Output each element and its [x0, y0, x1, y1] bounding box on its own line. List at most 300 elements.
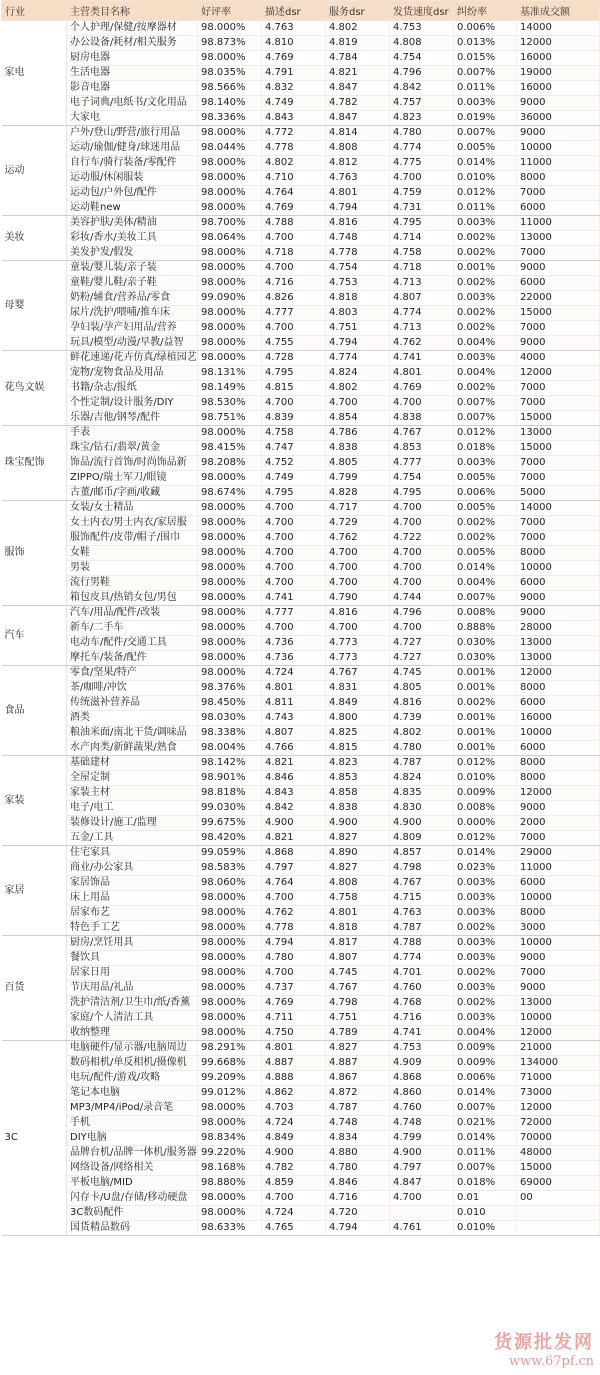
desc-dsr-cell: 4.755	[262, 336, 326, 351]
category-cell: 运动鞋new	[67, 201, 198, 216]
category-cell: 个性定制/设计服务/DIY	[67, 396, 198, 411]
desc-dsr-cell: 4.703	[262, 1101, 326, 1116]
base-turnover-cell: 7000	[517, 246, 600, 261]
service-dsr-cell: 4.823	[326, 756, 390, 771]
service-dsr-cell: 4.780	[326, 1161, 390, 1176]
good-rate-cell: 98.415%	[198, 441, 262, 456]
table-row	[2, 831, 600, 846]
category-cell: 珠宝/钻石/翡翠/黄金	[67, 441, 198, 456]
table-row	[2, 726, 600, 741]
base-turnover-cell: 13000	[517, 651, 600, 666]
base-turnover-cell: 12000	[517, 786, 600, 801]
table-row	[2, 546, 600, 561]
good-rate-cell: 98.131%	[198, 366, 262, 381]
header-industry: 行业	[2, 1, 67, 21]
table-row	[2, 1206, 600, 1221]
service-dsr-cell: 4.790	[326, 591, 390, 606]
service-dsr-cell: 4.763	[326, 171, 390, 186]
table-row	[2, 1011, 600, 1026]
base-turnover-cell: 28000	[517, 621, 600, 636]
base-turnover-cell: 9000	[517, 801, 600, 816]
service-dsr-cell: 4.818	[326, 291, 390, 306]
dispute-rate-cell: 0.007%	[454, 1161, 517, 1176]
desc-dsr-cell: 4.764	[262, 186, 326, 201]
category-cell: 居家日用	[67, 966, 198, 981]
shipping-dsr-cell: 4.715	[390, 891, 454, 906]
service-dsr-cell: 4.802	[326, 381, 390, 396]
base-turnover-cell: 134000	[517, 1056, 600, 1071]
category-cell: 美容护肤/美体/精油	[67, 216, 198, 231]
category-cell: 电脑硬件/显示器/电脑周边	[67, 1041, 198, 1056]
base-turnover-cell: 8000	[517, 681, 600, 696]
shipping-dsr-cell: 4.700	[390, 1191, 454, 1206]
dispute-rate-cell: 0.009%	[454, 1041, 517, 1056]
category-cell: DIY电脑	[67, 1131, 198, 1146]
category-cell: 商业/办公家具	[67, 861, 198, 876]
base-turnover-cell: 7000	[517, 396, 600, 411]
shipping-dsr-cell: 4.700	[390, 546, 454, 561]
industry-cell: 百货	[2, 936, 67, 1041]
service-dsr-cell: 4.700	[326, 546, 390, 561]
dispute-rate-cell: 0.001%	[454, 741, 517, 756]
service-dsr-cell: 4.812	[326, 156, 390, 171]
table-row	[2, 1086, 600, 1101]
good-rate-cell: 98.000%	[198, 1101, 262, 1116]
header-desc-dsr: 描述dsr	[262, 1, 326, 21]
watermark-url: www.67pf.cn	[509, 1354, 594, 1369]
shipping-dsr-cell: 4.763	[390, 906, 454, 921]
dispute-rate-cell: 0.010%	[454, 1221, 517, 1236]
table-row	[2, 1221, 600, 1236]
base-turnover-cell: 36000	[517, 111, 600, 126]
desc-dsr-cell: 4.801	[262, 1041, 326, 1056]
category-cell: 箱包皮具/热销女包/男包	[67, 591, 198, 606]
industry-cell: 汽车	[2, 606, 67, 666]
desc-dsr-cell: 4.749	[262, 471, 326, 486]
base-turnover-cell: 73000	[517, 1086, 600, 1101]
desc-dsr-cell: 4.765	[262, 1221, 326, 1236]
base-turnover-cell: 10000	[517, 1011, 600, 1026]
service-dsr-cell: 4.887	[326, 1056, 390, 1071]
shipping-dsr-cell: 4.909	[390, 1056, 454, 1071]
category-cell: 男装	[67, 561, 198, 576]
good-rate-cell: 98.000%	[198, 351, 262, 366]
shipping-dsr-cell: 4.788	[390, 936, 454, 951]
header-service-dsr: 服务dsr	[326, 1, 390, 21]
dispute-rate-cell: 0.003%	[454, 216, 517, 231]
desc-dsr-cell: 4.788	[262, 216, 326, 231]
base-turnover-cell: 9000	[517, 606, 600, 621]
dispute-rate-cell: 0.002%	[454, 516, 517, 531]
desc-dsr-cell: 4.764	[262, 876, 326, 891]
desc-dsr-cell: 4.859	[262, 1176, 326, 1191]
dispute-rate-cell: 0.014%	[454, 1086, 517, 1101]
good-rate-cell: 98.000%	[198, 156, 262, 171]
desc-dsr-cell: 4.710	[262, 171, 326, 186]
service-dsr-cell: 4.827	[326, 861, 390, 876]
dispute-rate-cell: 0.002%	[454, 321, 517, 336]
table-row	[2, 231, 600, 246]
good-rate-cell: 98.700%	[198, 216, 262, 231]
category-cell: 洗护清洁剂/卫生巾/纸/香薰	[67, 996, 198, 1011]
desc-dsr-cell: 4.868	[262, 846, 326, 861]
industry-cell: 食品	[2, 666, 67, 756]
base-turnover-cell: 14000	[517, 21, 600, 36]
good-rate-cell: 99.209%	[198, 1071, 262, 1086]
category-cell: 女装/女士精品	[67, 501, 198, 516]
category-cell: 酒类	[67, 711, 198, 726]
dispute-rate-cell: 0.003%	[454, 951, 517, 966]
table-row	[2, 156, 600, 171]
good-rate-cell: 98.000%	[198, 21, 262, 36]
table-row	[2, 456, 600, 471]
service-dsr-cell: 4.767	[326, 981, 390, 996]
table-row	[2, 501, 600, 516]
good-rate-cell: 98.880%	[198, 1176, 262, 1191]
good-rate-cell: 98.140%	[198, 96, 262, 111]
desc-dsr-cell: 4.711	[262, 1011, 326, 1026]
base-turnover-cell: 8000	[517, 546, 600, 561]
base-turnover-cell: 14000	[517, 501, 600, 516]
dispute-rate-cell: 0.009%	[454, 1056, 517, 1071]
good-rate-cell: 98.149%	[198, 381, 262, 396]
desc-dsr-cell: 4.780	[262, 951, 326, 966]
base-turnover-cell: 11000	[517, 861, 600, 876]
dispute-rate-cell: 0.013%	[454, 36, 517, 51]
table-row	[2, 21, 600, 36]
shipping-dsr-cell: 4.748	[390, 1116, 454, 1131]
good-rate-cell: 98.168%	[198, 1161, 262, 1176]
good-rate-cell: 98.030%	[198, 711, 262, 726]
table-row	[2, 1041, 600, 1056]
service-dsr-cell: 4.762	[326, 531, 390, 546]
dispute-rate-cell: 0.002%	[454, 381, 517, 396]
good-rate-cell: 98.818%	[198, 786, 262, 801]
table-row	[2, 126, 600, 141]
good-rate-cell: 98.000%	[198, 531, 262, 546]
category-cell: 家居饰品	[67, 876, 198, 891]
good-rate-cell: 98.338%	[198, 726, 262, 741]
category-cell: 个人护理/保健/按摩器材	[67, 21, 198, 36]
shipping-dsr-cell: 4.768	[390, 996, 454, 1011]
shipping-dsr-cell: 4.757	[390, 96, 454, 111]
dispute-rate-cell: 0.015%	[454, 51, 517, 66]
desc-dsr-cell: 4.724	[262, 1116, 326, 1131]
dispute-rate-cell: 0.002%	[454, 921, 517, 936]
desc-dsr-cell: 4.846	[262, 771, 326, 786]
desc-dsr-cell: 4.769	[262, 201, 326, 216]
industry-cell: 家居	[2, 846, 67, 936]
good-rate-cell: 98.142%	[198, 756, 262, 771]
service-dsr-cell: 4.800	[326, 711, 390, 726]
service-dsr-cell: 4.802	[326, 21, 390, 36]
good-rate-cell: 98.336%	[198, 111, 262, 126]
desc-dsr-cell: 4.821	[262, 756, 326, 771]
table-row	[2, 291, 600, 306]
base-turnover-cell: 10000	[517, 726, 600, 741]
shipping-dsr-cell: 4.900	[390, 816, 454, 831]
shipping-dsr-cell: 4.780	[390, 741, 454, 756]
dispute-rate-cell: 0.003%	[454, 981, 517, 996]
dispute-rate-cell: 0.005%	[454, 471, 517, 486]
category-cell: 奶粉/辅食/营养品/零食	[67, 291, 198, 306]
dispute-rate-cell: 0.007%	[454, 1101, 517, 1116]
dispute-rate-cell: 0.001%	[454, 666, 517, 681]
category-cell: 自行车/骑行装备/零配件	[67, 156, 198, 171]
base-turnover-cell: 3000	[517, 921, 600, 936]
category-cell: 大家电	[67, 111, 198, 126]
shipping-dsr-cell: 4.759	[390, 186, 454, 201]
category-cell: 住宅家具	[67, 846, 198, 861]
dispute-rate-cell: 0.005%	[454, 501, 517, 516]
service-dsr-cell: 4.805	[326, 456, 390, 471]
service-dsr-cell: 4.847	[326, 81, 390, 96]
service-dsr-cell: 4.816	[326, 606, 390, 621]
shipping-dsr-cell: 4.802	[390, 726, 454, 741]
table-header-row	[2, 1, 600, 21]
category-cell: 茶/咖啡/冲饮	[67, 681, 198, 696]
base-turnover-cell: 9000	[517, 96, 600, 111]
base-turnover-cell: 13000	[517, 996, 600, 1011]
base-turnover-cell: 9000	[517, 591, 600, 606]
service-dsr-cell: 4.794	[326, 1221, 390, 1236]
desc-dsr-cell: 4.700	[262, 546, 326, 561]
shipping-dsr-cell: 4.787	[390, 921, 454, 936]
service-dsr-cell: 4.824	[326, 366, 390, 381]
service-dsr-cell: 4.821	[326, 66, 390, 81]
dispute-rate-cell: 0.010	[454, 1206, 517, 1221]
dispute-rate-cell: 0.002%	[454, 531, 517, 546]
service-dsr-cell: 4.900	[326, 816, 390, 831]
base-turnover-cell: 2000	[517, 816, 600, 831]
desc-dsr-cell: 4.741	[262, 591, 326, 606]
service-dsr-cell: 4.786	[326, 426, 390, 441]
good-rate-cell: 98.000%	[198, 171, 262, 186]
base-turnover-cell: 6000	[517, 741, 600, 756]
table-row	[2, 681, 600, 696]
base-turnover-cell: 6000	[517, 876, 600, 891]
service-dsr-cell: 4.858	[326, 786, 390, 801]
dispute-rate-cell: 0.001%	[454, 261, 517, 276]
shipping-dsr-cell: 4.816	[390, 696, 454, 711]
dispute-rate-cell: 0.007%	[454, 591, 517, 606]
category-cell: 家装主材	[67, 786, 198, 801]
desc-dsr-cell: 4.724	[262, 1206, 326, 1221]
category-cell: 笔记本电脑	[67, 1086, 198, 1101]
dispute-rate-cell: 0.011%	[454, 201, 517, 216]
dispute-rate-cell: 0.014%	[454, 561, 517, 576]
service-dsr-cell: 4.815	[326, 741, 390, 756]
table-row	[2, 111, 600, 126]
shipping-dsr-cell: 4.753	[390, 1041, 454, 1056]
shipping-dsr-cell: 4.700	[390, 501, 454, 516]
desc-dsr-cell: 4.778	[262, 141, 326, 156]
dispute-rate-cell: 0.006%	[454, 21, 517, 36]
dispute-rate-cell: 0.014%	[454, 156, 517, 171]
service-dsr-cell: 4.846	[326, 1176, 390, 1191]
dispute-rate-cell: 0.012%	[454, 756, 517, 771]
service-dsr-cell: 4.847	[326, 111, 390, 126]
dispute-rate-cell: 0.002%	[454, 231, 517, 246]
desc-dsr-cell: 4.777	[262, 306, 326, 321]
dispute-rate-cell: 0.010%	[454, 771, 517, 786]
service-dsr-cell: 4.814	[326, 126, 390, 141]
service-dsr-cell: 4.817	[326, 936, 390, 951]
dispute-rate-cell: 0.000%	[454, 816, 517, 831]
good-rate-cell: 98.291%	[198, 1041, 262, 1056]
industry-cell: 花鸟文娱	[2, 351, 67, 426]
base-turnover-cell: 6000	[517, 576, 600, 591]
good-rate-cell: 99.675%	[198, 816, 262, 831]
dispute-rate-cell: 0.002%	[454, 306, 517, 321]
table-row	[2, 966, 600, 981]
desc-dsr-cell: 4.802	[262, 156, 326, 171]
table-row	[2, 1101, 600, 1116]
base-turnover-cell: 16000	[517, 51, 600, 66]
category-cell: MP3/MP4/iPod/录音笔	[67, 1101, 198, 1116]
base-turnover-cell	[517, 1206, 600, 1221]
good-rate-cell: 98.000%	[198, 51, 262, 66]
dispute-rate-cell: 0.014%	[454, 1131, 517, 1146]
category-cell: 女士内衣/男士内衣/家居服	[67, 516, 198, 531]
table-row	[2, 846, 600, 861]
dispute-rate-cell: 0.007%	[454, 396, 517, 411]
table-row	[2, 876, 600, 891]
base-turnover-cell: 11000	[517, 156, 600, 171]
table-row	[2, 66, 600, 81]
shipping-dsr-cell: 4.767	[390, 876, 454, 891]
desc-dsr-cell: 4.849	[262, 1131, 326, 1146]
industry-cell: 母婴	[2, 261, 67, 351]
dispute-rate-cell: 0.011%	[454, 1146, 517, 1161]
base-turnover-cell: 21000	[517, 1041, 600, 1056]
dispute-rate-cell: 0.007%	[454, 411, 517, 426]
service-dsr-cell: 4.849	[326, 696, 390, 711]
table-row	[2, 771, 600, 786]
table-row	[2, 396, 600, 411]
table-row	[2, 786, 600, 801]
table-row	[2, 336, 600, 351]
base-turnover-cell: 8000	[517, 771, 600, 786]
service-dsr-cell: 4.751	[326, 321, 390, 336]
service-dsr-cell: 4.827	[326, 1041, 390, 1056]
service-dsr-cell: 4.773	[326, 651, 390, 666]
service-dsr-cell: 4.807	[326, 951, 390, 966]
category-cell: 餐饮具	[67, 951, 198, 966]
table-row	[2, 666, 600, 681]
dispute-rate-cell: 0.005%	[454, 546, 517, 561]
category-cell: ZIPPO/瑞士军刀/眼镜	[67, 471, 198, 486]
service-dsr-cell: 4.787	[326, 1101, 390, 1116]
service-dsr-cell: 4.803	[326, 306, 390, 321]
desc-dsr-cell: 4.900	[262, 1146, 326, 1161]
dispute-rate-cell: 0.014%	[454, 846, 517, 861]
desc-dsr-cell: 4.700	[262, 621, 326, 636]
base-turnover-cell: 7000	[517, 471, 600, 486]
base-turnover-cell: 15000	[517, 306, 600, 321]
good-rate-cell: 98.566%	[198, 81, 262, 96]
category-cell: 服饰配件/皮带/帽子/围巾	[67, 531, 198, 546]
base-turnover-cell: 13000	[517, 231, 600, 246]
good-rate-cell: 99.059%	[198, 846, 262, 861]
header-category: 主营类目名称	[67, 1, 198, 21]
table-row	[2, 1071, 600, 1086]
good-rate-cell: 98.000%	[198, 1191, 262, 1206]
desc-dsr-cell: 4.811	[262, 696, 326, 711]
shipping-dsr-cell: 4.808	[390, 36, 454, 51]
category-cell: 宠物/宠物食品及用品	[67, 366, 198, 381]
desc-dsr-cell: 4.900	[262, 816, 326, 831]
base-turnover-cell: 12000	[517, 1101, 600, 1116]
good-rate-cell: 98.000%	[198, 921, 262, 936]
category-cell: 童装/婴儿装/亲子装	[67, 261, 198, 276]
good-rate-cell: 98.376%	[198, 681, 262, 696]
dispute-rate-cell: 0.012%	[454, 426, 517, 441]
good-rate-cell: 98.000%	[198, 606, 262, 621]
base-turnover-cell: 7000	[517, 516, 600, 531]
base-turnover-cell: 12000	[517, 1026, 600, 1041]
shipping-dsr-cell: 4.741	[390, 1026, 454, 1041]
base-turnover-cell: 9000	[517, 981, 600, 996]
service-dsr-cell: 4.758	[326, 891, 390, 906]
service-dsr-cell: 4.838	[326, 801, 390, 816]
desc-dsr-cell: 4.763	[262, 21, 326, 36]
shipping-dsr-cell: 4.727	[390, 636, 454, 651]
shipping-dsr-cell: 4.777	[390, 456, 454, 471]
desc-dsr-cell: 4.826	[262, 291, 326, 306]
category-cell: 手表	[67, 426, 198, 441]
desc-dsr-cell: 4.700	[262, 1191, 326, 1206]
dispute-rate-cell: 0.001%	[454, 711, 517, 726]
header-shipping-dsr: 发货速度dsr	[390, 1, 454, 21]
service-dsr-cell: 4.854	[326, 411, 390, 426]
good-rate-cell: 99.030%	[198, 801, 262, 816]
shipping-dsr-cell	[390, 1206, 454, 1221]
dispute-rate-cell: 0.001%	[454, 681, 517, 696]
shipping-dsr-cell: 4.868	[390, 1071, 454, 1086]
base-turnover-cell: 13000	[517, 426, 600, 441]
category-cell: 彩妆/香水/美妆工具	[67, 231, 198, 246]
table-row	[2, 801, 600, 816]
category-cell: 电子词典/电纸书/文化用品	[67, 96, 198, 111]
desc-dsr-cell: 4.700	[262, 396, 326, 411]
service-dsr-cell: 4.808	[326, 141, 390, 156]
desc-dsr-cell: 4.700	[262, 966, 326, 981]
shipping-dsr-cell: 4.775	[390, 156, 454, 171]
shipping-dsr-cell: 4.799	[390, 1131, 454, 1146]
dispute-rate-cell: 0.009%	[454, 786, 517, 801]
desc-dsr-cell: 4.842	[262, 801, 326, 816]
shipping-dsr-cell: 4.754	[390, 471, 454, 486]
base-turnover-cell: 9000	[517, 126, 600, 141]
service-dsr-cell: 4.754	[326, 261, 390, 276]
category-cell: 新车/二手车	[67, 621, 198, 636]
service-dsr-cell: 4.798	[326, 996, 390, 1011]
desc-dsr-cell: 4.700	[262, 261, 326, 276]
industry-cell: 美妆	[2, 216, 67, 261]
category-cell: 电动车/配件/交通工具	[67, 636, 198, 651]
service-dsr-cell: 4.773	[326, 636, 390, 651]
dispute-rate-cell: 0.012%	[454, 186, 517, 201]
good-rate-cell: 98.000%	[198, 636, 262, 651]
category-cell: 基础建材	[67, 756, 198, 771]
category-cell: 厨房电器	[67, 51, 198, 66]
service-dsr-cell: 4.838	[326, 441, 390, 456]
table-row	[2, 171, 600, 186]
desc-dsr-cell: 4.700	[262, 576, 326, 591]
table-row	[2, 741, 600, 756]
good-rate-cell: 98.420%	[198, 831, 262, 846]
